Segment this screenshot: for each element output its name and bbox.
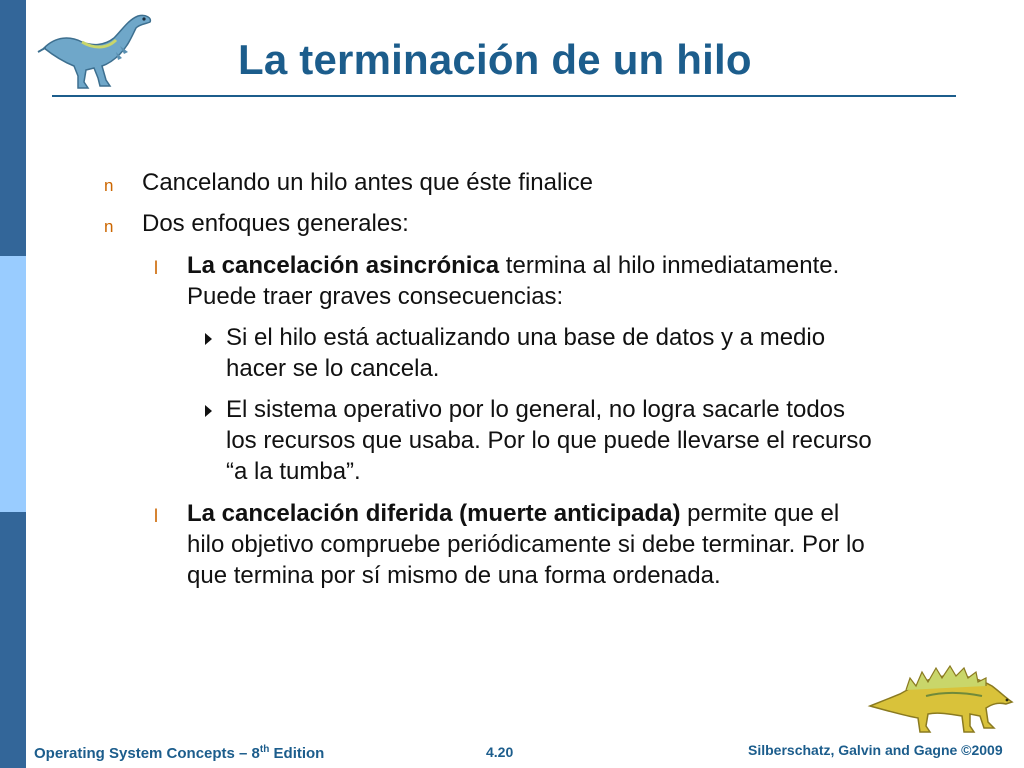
sub-bullet-asincronica — [187, 252, 839, 280]
subsub-2-line-3: “a la tumba”. — [226, 458, 361, 485]
bullet-cancelando: Cancelando un hilo antes que éste finalice — [142, 169, 593, 196]
subsub-1-line-2: hacer se lo cancela. — [226, 355, 440, 382]
dinosaur-icon — [36, 6, 156, 94]
diferida-text: permite que el — [680, 500, 840, 527]
stegosaurus-icon — [866, 656, 1016, 740]
asincronica-line-2: Puede traer graves consecuencias: — [187, 283, 564, 310]
sidebar-bottom-band — [0, 512, 26, 768]
sub-bullet-marker: l — [154, 258, 158, 278]
footer-edition-text: Edition — [269, 745, 325, 762]
sidebar — [0, 0, 26, 768]
subsub-2-line-2: los recursos que usaba. Por lo que puede llevarse el recurso — [226, 427, 872, 454]
bullet-marker: n — [104, 217, 114, 236]
diferida-line-3: que termina por sí mismo de una forma ordenada. — [187, 562, 721, 589]
subsub-2-line-1: El sistema operativo por lo general, no logra sacarle todos — [226, 396, 846, 423]
footer-edition-sup: th — [259, 744, 270, 755]
subsub-1-line-1: Si el hilo está actualizando una base de datos y a medio — [226, 324, 826, 351]
sidebar-top-band — [0, 0, 26, 256]
sidebar-middle-band — [0, 256, 26, 512]
asincronica-term: La cancelación asincrónica — [187, 252, 500, 279]
title-underline — [52, 95, 956, 97]
page-number: 4.20 — [486, 744, 514, 760]
slide-title: La terminación de un hilo — [238, 36, 752, 83]
bullet-marker: n — [104, 176, 114, 195]
diferida-line-2: hilo objetivo compruebe periódicamente si debe terminar. Por lo — [187, 531, 865, 558]
triangle-bullet-icon — [205, 333, 212, 345]
sub-bullet-diferida — [187, 500, 839, 528]
bullet-enfoques: Dos enfoques generales: — [142, 210, 409, 237]
sub-bullet-marker: l — [154, 506, 158, 526]
triangle-bullet-icon — [205, 405, 212, 417]
footer-book-title-text: Operating System Concepts – 8 — [34, 745, 260, 762]
diferida-term: La cancelación diferida (muerte anticipada) — [187, 500, 681, 527]
asincronica-text: termina al hilo inmediatamente. — [499, 252, 840, 279]
footer-authors: Silberschatz, Galvin and Gagne ©2009 — [748, 742, 1003, 758]
footer-book-title — [34, 744, 324, 762]
